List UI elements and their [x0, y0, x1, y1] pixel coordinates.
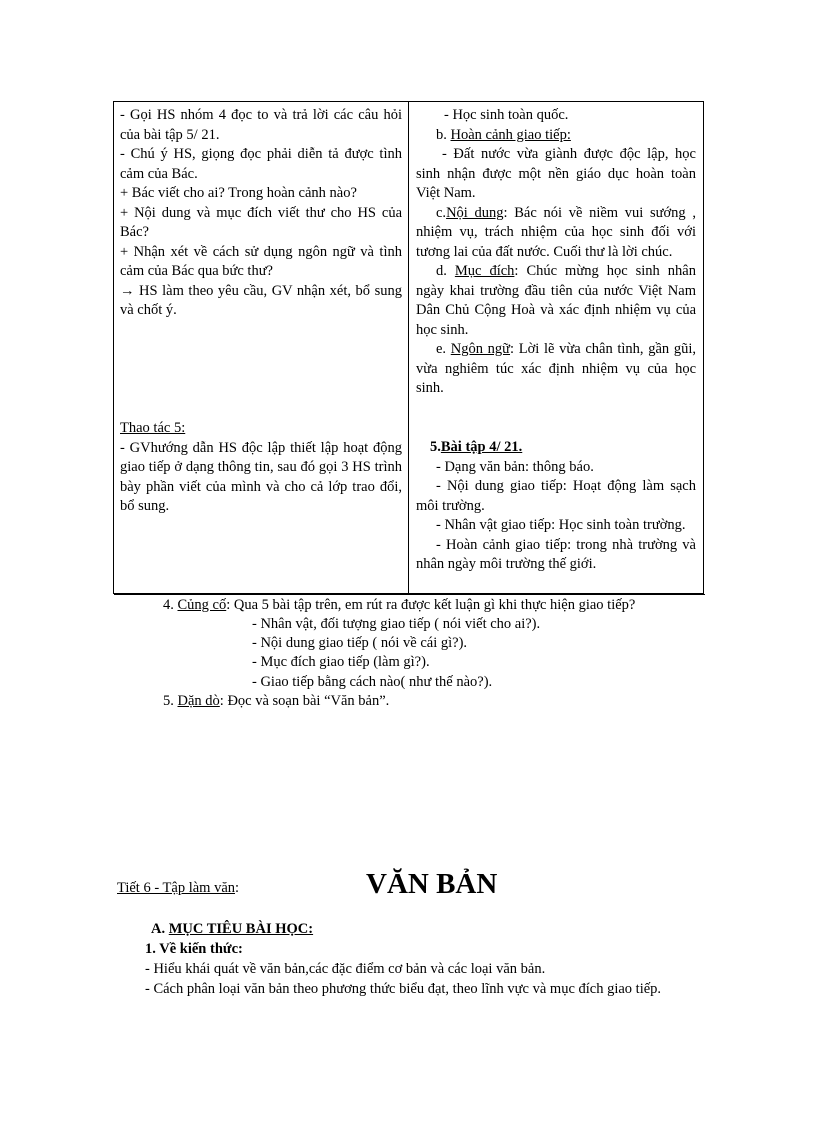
- item-prefix: b.: [436, 126, 447, 143]
- section-a-title: MỤC TIÊU BÀI HỌC:: [168, 921, 314, 937]
- table-text: : Chúc mừng học sinh nhân ngày khai trường đầu tiên của nước Việt Nam Dân Chủ Cộng Hoà và xác định nhiệm vụ của học sinh.: [416, 263, 696, 338]
- objective-item: - Cách phân loại văn bản theo phương thức biểu đạt, theo lĩnh vực và mục đích giao tiếp.: [145, 981, 662, 997]
- table-text: + Nhận xét về cách sử dụng ngôn ngữ và tình cảm của Bác qua bức thư?: [120, 243, 402, 279]
- item-label: Nội dung: [446, 204, 504, 221]
- homework-text: : Đọc và soạn bài “Văn bản”.: [219, 693, 390, 709]
- table-text: - GVhướng dẫn HS độc lập thiết lập hoạt động giao tiếp ở dạng thông tin, sau đó gọi 3 HS trình bày phần viết của mình và cho cả lớp trao đổi, bổ sung.: [120, 439, 402, 514]
- item-prefix: c.: [436, 204, 447, 221]
- table-text: - Hoàn cảnh giao tiếp: trong nhà trường và nhân ngày môi trường thế giới.: [416, 536, 696, 572]
- heading-number: 5.: [430, 439, 441, 455]
- section-number: 5.: [163, 693, 174, 709]
- left-column-bottom: [120, 419, 402, 517]
- consolidation-text: : Qua 5 bài tập trên, em rút ra được kết luận gì khi thực hiện giao tiếp?: [226, 597, 636, 613]
- table-text: - Dạng văn bản: thông báo.: [436, 458, 594, 475]
- table-text: - Đất nước vừa giành được độc lập, học sinh nhận được một nền giáo dục hoàn toàn Việt Nam.: [416, 146, 696, 201]
- consolidation-line: [163, 596, 635, 615]
- table-text: - Nhân vật giao tiếp: Học sinh toàn trường.: [436, 517, 686, 533]
- section-number: A.: [151, 921, 166, 937]
- step-heading: Thao tác 5:: [120, 420, 186, 436]
- period-label: [117, 879, 239, 898]
- exercise-heading: Bài tập 4/ 21.: [440, 439, 523, 455]
- table-text: : Lời lẽ vừa chân tình, gần gũi, vừa nghiêm túc xác định nhiệm vụ của học sinh.: [416, 341, 697, 396]
- table-bottom-border: [114, 594, 705, 595]
- item-label: Ngôn ngữ: [450, 341, 511, 357]
- table-text: - Nội dung giao tiếp: Hoạt động làm sạch môi trường.: [416, 478, 696, 514]
- table-text: : Bác nói về niềm vui sướng , nhiệm vụ, trách nhiệm của học sinh đối với tương lai của đất nước. Cuối thư là lời chúc.: [416, 204, 696, 260]
- right-column-bottom: [416, 438, 696, 575]
- homework-line: [163, 692, 389, 711]
- consolidation-item: - Nhân vật, đối tượng giao tiếp ( nói viết cho ai?).: [252, 616, 541, 632]
- section-number: 4.: [163, 597, 174, 613]
- item-prefix: e.: [436, 341, 447, 357]
- knowledge-heading: 1. Về kiến thức:: [145, 941, 243, 957]
- consolidation-item: - Giao tiếp bằng cách nào( như thế nào?).: [252, 674, 493, 690]
- table-text: - Gọi HS nhóm 4 đọc to và trả lời các câu hỏi của bài tập 5/ 21.: [120, 107, 402, 143]
- section-a-heading: [151, 920, 313, 939]
- item-prefix: d.: [436, 263, 447, 279]
- column-divider: [408, 102, 409, 593]
- consolidation-label: Củng cố: [177, 597, 227, 613]
- table-text: → HS làm theo yêu cầu, GV nhận xét, bổ sung và chốt ý.: [120, 282, 402, 318]
- item-label: Hoàn cảnh giao tiếp:: [450, 126, 571, 143]
- item-label: Mục đích: [454, 263, 515, 279]
- period-colon: :: [235, 880, 240, 896]
- table-text: + Nội dung và mục đích viết thư cho HS của Bác?: [120, 204, 402, 240]
- table-text: - Chú ý HS, giọng đọc phải diễn tả được tình cảm của Bác.: [120, 146, 402, 182]
- period-text: Tiết 6 - Tập làm văn: [117, 880, 236, 896]
- table-text: - Học sinh toàn quốc.: [444, 107, 569, 123]
- left-column-top: [120, 106, 402, 321]
- consolidation-item: - Nội dung giao tiếp ( nói về cái gì?).: [252, 635, 468, 651]
- objective-item: - Hiểu khái quát về văn bản,các đặc điểm cơ bản và các loại văn bản.: [145, 961, 546, 977]
- consolidation-item: - Mục đích giao tiếp (làm gì?).: [252, 654, 430, 670]
- lesson-title: VĂN BẢN: [366, 868, 498, 900]
- table-text: + Bác viết cho ai? Trong hoàn cảnh nào?: [120, 185, 357, 201]
- homework-label: Dặn dò: [177, 693, 220, 709]
- lesson-table: [113, 101, 704, 594]
- right-column-top: [416, 106, 696, 399]
